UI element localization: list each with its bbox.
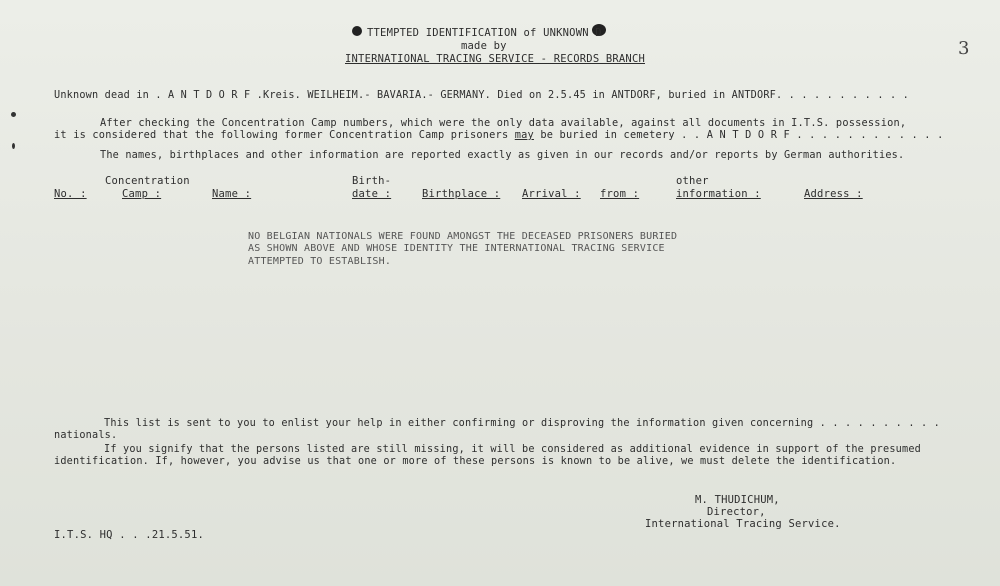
column-no: No. : — [54, 188, 87, 200]
column-camp-bottom: Camp : — [122, 188, 162, 200]
page-number: 3 — [958, 38, 970, 59]
margin-mark-1 — [11, 112, 16, 117]
intro-may-word: may — [514, 129, 534, 141]
signature-role: Director, — [707, 506, 766, 518]
document-title: TTEMPTED IDENTIFICATION of UNKNOWN D — [367, 27, 602, 39]
column-other-top: other — [676, 175, 709, 187]
signature-name: M. THUDICHUM, — [695, 494, 780, 506]
column-arrival: Arrival : — [522, 188, 581, 200]
footer-p2-line-1: If you signify that the persons listed are still missing, it will be considered as additional evidence in support of the presumed — [104, 444, 922, 455]
column-address: Address : — [804, 188, 863, 200]
notice-line-1: NO BELGIAN NATIONALS WERE FOUND AMONGST THE DECEASED PRISONERS BURIED — [248, 231, 678, 242]
intro-line-2-start: it is considered that the following former Concentration Camp prisoners — [54, 129, 515, 141]
intro-line-2-end: be buried in cemetery . . A N T D O R F . . . . . . . . . . . . — [533, 129, 944, 141]
intro-line-3: The names, birthplaces and other information are reported exactly as given in our records and/or reports by German authorities. — [100, 150, 905, 161]
unknown-dead-line: Unknown dead in . A N T D O R F .Kreis. WEILHEIM.- BAVARIA.- GERMANY. Died on 2.5.45 in ANTDORF, buried in ANTDORF. . . . . . . . . . . — [54, 90, 910, 101]
column-birth-top: Birth- — [352, 175, 392, 187]
column-from: from : — [600, 188, 640, 200]
footer-p1-line-1: This list is sent to you to enlist your help in either confirming or disproving the information given concerning . . . . . . . . . . — [104, 418, 941, 429]
intro-line-2 — [54, 129, 944, 141]
footer-p1-line-2: nationals. — [54, 430, 118, 441]
notice-line-3: ATTEMPTED TO ESTABLISH. — [248, 256, 392, 267]
column-other-bottom: information : — [676, 188, 761, 200]
margin-mark-2 — [12, 143, 15, 149]
intro-line-1: After checking the Concentration Camp numbers, which were the only data available, against all documents in I.T.S. possession, — [100, 117, 907, 129]
document-reference: I.T.S. HQ . . .21.5.51. — [54, 529, 204, 541]
ink-blot-left — [352, 26, 362, 36]
made-by-line: made by — [461, 40, 507, 52]
footer-p2-line-2: identification. If, however, you advise us that one or more of these persons is known to be alive, we must delete the identification. — [54, 456, 897, 467]
column-camp-top: Concentration — [105, 175, 190, 187]
notice-line-2: AS SHOWN ABOVE AND WHOSE IDENTITY THE INTERNATIONAL TRACING SERVICE — [248, 243, 665, 254]
column-name: Name : — [212, 188, 252, 200]
signature-organization: International Tracing Service. — [645, 518, 841, 530]
column-birthplace: Birthplace : — [422, 188, 501, 200]
column-birth-bottom: date : — [352, 188, 392, 200]
organization-heading: INTERNATIONAL TRACING SERVICE - RECORDS BRANCH — [345, 53, 645, 65]
